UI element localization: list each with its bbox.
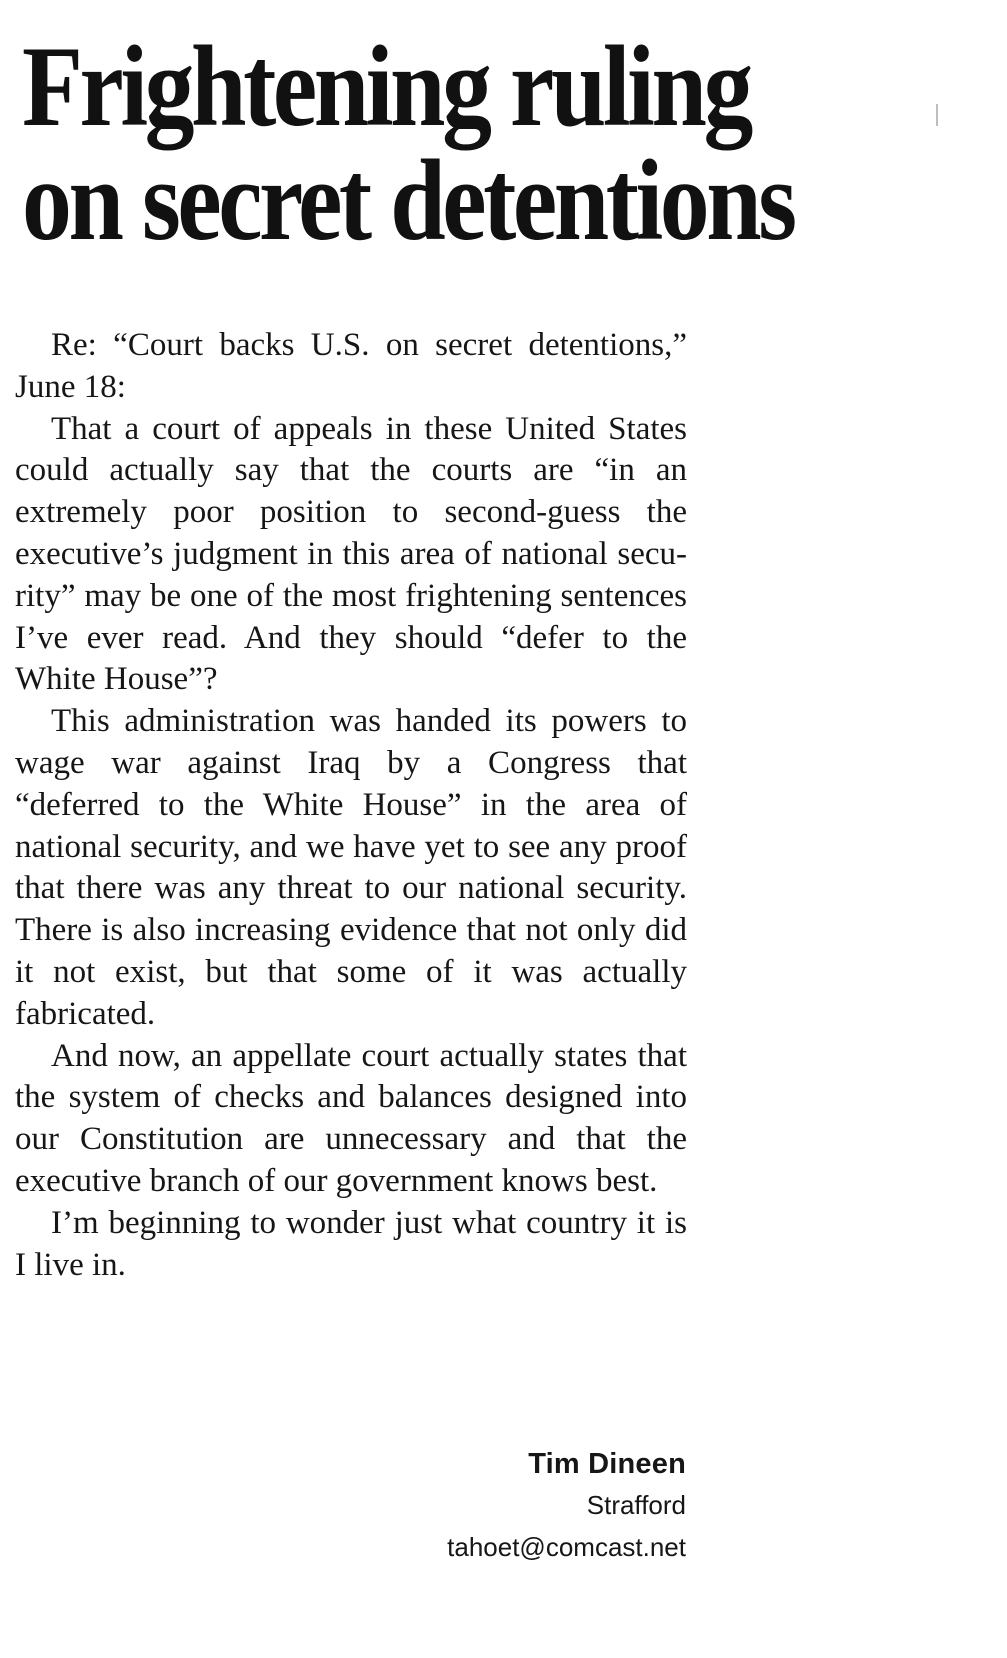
paragraph-court-of-appeals: That a court of appeals in these United States could actually say that the courts are “in an extremely poor position to second-guess the executive’s judgment in this area of national security” may be one of the most frightening sentences I’ve ever read. And they should “defer to the White House”? xyxy=(15,410,687,698)
scan-edge-mark xyxy=(936,104,938,126)
headline-line-1: Frightening ruling xyxy=(22,23,750,151)
paragraph-reference: Re: “Court backs U.S. on secret detentions,” June 18: xyxy=(15,327,687,405)
paragraph-administration: This administration was handed its powers to wage war against Iraq by a Congress that “deferred to the White House” in the area of national security, and we have yet to see any proof that there was any threat to our national security. There is also increasing evidence that not only did it not exist, but that some of it was actually fabricated. xyxy=(15,703,687,1032)
author-town: Strafford xyxy=(586,1490,686,1520)
signature-block xyxy=(360,1444,686,1568)
paragraph-closing: I’m beginning to wonder just what country it is I live in. xyxy=(15,1204,687,1283)
author-email: tahoet@comcast.net xyxy=(447,1532,686,1562)
author-name: Tim Dineen xyxy=(528,1448,686,1480)
headline-line-2: on secret detentions xyxy=(22,137,794,265)
headline xyxy=(22,23,861,265)
letter-body xyxy=(15,325,687,1286)
paragraph-appellate-court: And now, an appellate court actually states that the system of checks and balances designed into our Constitution are unnecessary and that the executive branch of our government knows best. xyxy=(15,1037,687,1199)
